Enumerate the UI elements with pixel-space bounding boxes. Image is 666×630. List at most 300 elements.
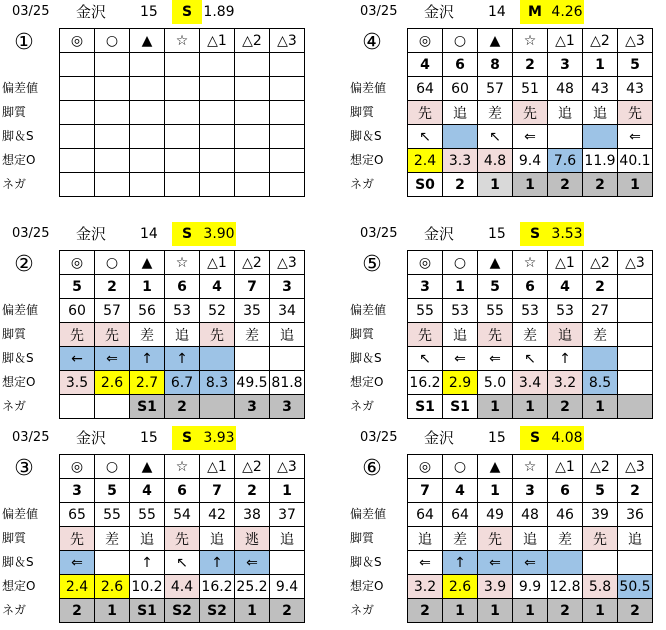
grade-value: 3.93 <box>202 426 236 450</box>
row-label: 脚質 <box>350 327 375 341</box>
position-arrow-cell: ⇐ <box>478 551 513 575</box>
horse-number-cell: 5 <box>60 275 95 299</box>
deviation-cell: 51 <box>513 77 548 101</box>
deviation-cell: 64 <box>443 503 478 527</box>
race-number: 14 <box>140 226 158 242</box>
deviation-cell <box>95 77 130 101</box>
expected-odds-cell: 3.3 <box>443 149 478 173</box>
running-style-cell: 先 <box>478 527 513 551</box>
mark-cell: ☆ <box>513 29 548 53</box>
negative-cell <box>200 173 235 197</box>
deviation-cell: 42 <box>200 503 235 527</box>
negative-cell: S0 <box>408 173 443 197</box>
row-label: 想定O <box>2 375 36 389</box>
expected-odds-cell: 6.7 <box>165 371 200 395</box>
race-header <box>348 0 654 24</box>
expected-odds-cell: 2.7 <box>130 371 165 395</box>
row-label: 脚＆S <box>2 351 34 365</box>
row-label: 想定O <box>350 579 384 593</box>
expected-odds-cell: 9.4 <box>270 575 305 599</box>
negative-cell: 1 <box>235 599 270 623</box>
mark-cell: ▲ <box>478 29 513 53</box>
grid-row-marks <box>408 455 653 479</box>
deviation-cell: 48 <box>548 77 583 101</box>
position-arrow-cell: ↑ <box>200 551 235 575</box>
race-header <box>0 426 306 450</box>
horse-number-cell: 3 <box>270 275 305 299</box>
venue-name: 金沢 <box>76 225 107 243</box>
horse-number-cell: 8 <box>478 53 513 77</box>
row-label: 脚質 <box>2 531 27 545</box>
negative-cell <box>95 395 130 419</box>
mark-cell: △1 <box>200 251 235 275</box>
horse-number-cell: 6 <box>165 479 200 503</box>
deviation-cell: 64 <box>408 503 443 527</box>
grid-row-style <box>408 527 653 551</box>
position-arrow-cell: ⇐ <box>443 347 478 371</box>
running-style-cell <box>130 101 165 125</box>
position-arrow-cell <box>130 125 165 149</box>
row-label: 偏差値 <box>350 507 387 521</box>
deviation-cell: 36 <box>618 503 653 527</box>
race-grid <box>59 454 305 623</box>
row-label: 脚＆S <box>2 555 34 569</box>
negative-cell: 1 <box>618 173 653 197</box>
running-style-cell: 先 <box>95 323 130 347</box>
grid-row-marks <box>408 29 653 53</box>
expected-odds-cell: 49.5 <box>235 371 270 395</box>
deviation-cell: 37 <box>270 503 305 527</box>
grid-row-style <box>60 527 305 551</box>
mark-cell: ▲ <box>130 455 165 479</box>
row-label: ネガ <box>350 603 375 617</box>
grid-row-nums <box>408 479 653 503</box>
position-arrow-cell: ⇐ <box>513 125 548 149</box>
position-arrow-cell <box>583 347 618 371</box>
running-style-cell: 追 <box>408 527 443 551</box>
deviation-cell <box>60 77 95 101</box>
expected-odds-cell: 16.2 <box>200 575 235 599</box>
horse-number-cell: 1 <box>478 479 513 503</box>
race-header <box>348 426 654 450</box>
deviation-cell: 49 <box>478 503 513 527</box>
negative-cell: 1 <box>443 599 478 623</box>
mark-cell: △3 <box>270 29 305 53</box>
mark-cell: ☆ <box>513 251 548 275</box>
venue-name: 金沢 <box>76 3 107 21</box>
grid-row-nega <box>408 395 653 419</box>
position-arrow-cell: ↖ <box>478 125 513 149</box>
grid-row-arrow <box>408 125 653 149</box>
running-style-cell: 追 <box>165 323 200 347</box>
mark-cell: ◎ <box>60 455 95 479</box>
deviation-cell: 43 <box>618 77 653 101</box>
horse-number-cell: 3 <box>548 53 583 77</box>
running-style-cell: 追 <box>200 527 235 551</box>
race-index: ④ <box>362 30 382 55</box>
grid-row-dev <box>408 77 653 101</box>
race-grid <box>59 250 305 419</box>
race-date: 03/25 <box>360 226 398 241</box>
grid-row-dev <box>408 503 653 527</box>
expected-odds-cell: 2.6 <box>95 371 130 395</box>
grid-row-nega <box>60 599 305 623</box>
grid-row-marks <box>60 455 305 479</box>
race-date: 03/25 <box>12 226 50 241</box>
position-arrow-cell <box>270 125 305 149</box>
race-block-3 <box>0 426 306 630</box>
deviation-cell: 53 <box>548 299 583 323</box>
running-style-cell: 先 <box>60 323 95 347</box>
grade-badge: M <box>520 0 550 24</box>
deviation-cell: 53 <box>443 299 478 323</box>
running-style-cell: 先 <box>408 101 443 125</box>
mark-cell: △2 <box>235 455 270 479</box>
grid-row-arrow <box>408 347 653 371</box>
grid-row-arrow <box>60 347 305 371</box>
horse-number-cell: 5 <box>583 479 618 503</box>
expected-odds-cell: 5.8 <box>583 575 618 599</box>
race-block-6 <box>348 426 654 630</box>
horse-number-cell: 4 <box>408 53 443 77</box>
horse-number-cell: 6 <box>513 275 548 299</box>
row-label: 脚質 <box>350 105 375 119</box>
position-arrow-cell: ⇐ <box>618 125 653 149</box>
running-style-cell: 追 <box>513 527 548 551</box>
negative-cell <box>130 173 165 197</box>
position-arrow-cell <box>583 125 618 149</box>
grid-row-nums <box>60 53 305 77</box>
row-label: 偏差値 <box>2 81 39 95</box>
negative-cell: 2 <box>165 395 200 419</box>
running-style-cell <box>270 101 305 125</box>
horse-number-cell: 2 <box>235 479 270 503</box>
position-arrow-cell <box>443 125 478 149</box>
negative-cell: 1 <box>478 599 513 623</box>
grid-row-dev <box>60 299 305 323</box>
running-style-cell: 逃 <box>235 527 270 551</box>
horse-number-cell: 1 <box>583 53 618 77</box>
race-grid <box>407 454 653 623</box>
expected-odds-cell <box>60 149 95 173</box>
deviation-cell: 43 <box>583 77 618 101</box>
horse-number-cell: 2 <box>95 275 130 299</box>
expected-odds-cell <box>200 149 235 173</box>
negative-cell: S1 <box>130 599 165 623</box>
horse-number-cell: 3 <box>408 275 443 299</box>
mark-cell: ▲ <box>130 251 165 275</box>
horse-number-cell: 5 <box>478 275 513 299</box>
row-label: 偏差値 <box>2 507 39 521</box>
row-label: 脚＆S <box>2 129 34 143</box>
deviation-cell: 55 <box>478 299 513 323</box>
negative-cell <box>270 173 305 197</box>
expected-odds-cell: 3.4 <box>513 371 548 395</box>
grade-badge: S <box>172 222 202 246</box>
negative-cell: 2 <box>60 599 95 623</box>
expected-odds-cell: 2.6 <box>95 575 130 599</box>
grid-row-marks <box>408 251 653 275</box>
row-label: 脚＆S <box>350 555 382 569</box>
negative-cell: 2 <box>548 599 583 623</box>
negative-cell: 2 <box>583 173 618 197</box>
grid-row-nums <box>408 53 653 77</box>
negative-cell <box>200 395 235 419</box>
race-number: 15 <box>140 4 158 20</box>
grid-row-odds <box>408 371 653 395</box>
grid-row-odds <box>60 371 305 395</box>
race-grid <box>407 28 653 197</box>
horse-number-cell <box>200 53 235 77</box>
mark-cell: ▲ <box>478 251 513 275</box>
running-style-cell: 追 <box>130 527 165 551</box>
running-style-cell: 差 <box>235 323 270 347</box>
negative-cell: 1 <box>478 173 513 197</box>
row-label: 偏差値 <box>350 81 387 95</box>
negative-cell: 1 <box>513 395 548 419</box>
deviation-cell: 54 <box>165 503 200 527</box>
position-arrow-cell <box>95 551 130 575</box>
race-index: ③ <box>14 456 34 481</box>
negative-cell: 2 <box>618 599 653 623</box>
mark-cell: △3 <box>618 455 653 479</box>
deviation-cell: 60 <box>443 77 478 101</box>
expected-odds-cell <box>270 149 305 173</box>
expected-odds-cell: 2.4 <box>408 149 443 173</box>
mark-cell: ◎ <box>408 251 443 275</box>
deviation-cell: 39 <box>583 503 618 527</box>
deviation-cell: 35 <box>235 299 270 323</box>
mark-cell: △3 <box>270 251 305 275</box>
deviation-cell <box>270 77 305 101</box>
grid-row-nega <box>408 173 653 197</box>
mark-cell: △2 <box>583 29 618 53</box>
running-style-cell: 追 <box>583 101 618 125</box>
mark-cell: ☆ <box>165 455 200 479</box>
row-label: ネガ <box>2 177 27 191</box>
mark-cell: △2 <box>235 251 270 275</box>
race-header <box>0 222 306 246</box>
grid-row-dev <box>408 299 653 323</box>
deviation-cell: 53 <box>165 299 200 323</box>
expected-odds-cell: 12.8 <box>548 575 583 599</box>
position-arrow-cell: ↑ <box>443 551 478 575</box>
race-index: ⑥ <box>362 456 382 481</box>
expected-odds-cell: 81.8 <box>270 371 305 395</box>
mark-cell: ○ <box>95 251 130 275</box>
deviation-cell <box>235 77 270 101</box>
expected-odds-cell: 7.6 <box>548 149 583 173</box>
expected-odds-cell: 9.4 <box>513 149 548 173</box>
horse-number-cell: 1 <box>130 275 165 299</box>
row-label: 想定O <box>350 153 384 167</box>
grid-row-dev <box>60 77 305 101</box>
mark-cell: △3 <box>618 29 653 53</box>
mark-cell: ☆ <box>513 455 548 479</box>
running-style-cell: 差 <box>513 323 548 347</box>
grid-row-nega <box>408 599 653 623</box>
mark-cell: ○ <box>443 29 478 53</box>
deviation-cell <box>200 77 235 101</box>
position-arrow-cell: ⇐ <box>478 347 513 371</box>
grid-row-marks <box>60 29 305 53</box>
expected-odds-cell: 40.1 <box>618 149 653 173</box>
race-number: 14 <box>488 4 506 20</box>
grade-value: 3.53 <box>550 222 584 246</box>
mark-cell: △1 <box>548 455 583 479</box>
expected-odds-cell: 11.9 <box>583 149 618 173</box>
expected-odds-cell: 3.2 <box>548 371 583 395</box>
deviation-cell <box>618 299 653 323</box>
mark-cell: △1 <box>548 251 583 275</box>
grade-badge: S <box>520 222 550 246</box>
expected-odds-cell: 16.2 <box>408 371 443 395</box>
position-arrow-cell: ← <box>60 347 95 371</box>
deviation-cell: 53 <box>513 299 548 323</box>
expected-odds-cell: 2.6 <box>443 575 478 599</box>
position-arrow-cell <box>270 551 305 575</box>
race-header <box>0 0 306 24</box>
horse-number-cell: 7 <box>408 479 443 503</box>
running-style-cell: 追 <box>443 323 478 347</box>
grid-row-nega <box>60 395 305 419</box>
horse-number-cell: 2 <box>583 275 618 299</box>
horse-number-cell: 4 <box>548 275 583 299</box>
row-label: 脚質 <box>2 105 27 119</box>
expected-odds-cell: 4.4 <box>165 575 200 599</box>
grid-row-arrow <box>60 551 305 575</box>
negative-cell: 1 <box>583 599 618 623</box>
deviation-cell: 57 <box>95 299 130 323</box>
venue-name: 金沢 <box>76 429 107 447</box>
race-grid <box>59 28 305 197</box>
running-style-cell: 差 <box>548 527 583 551</box>
horse-number-cell <box>60 53 95 77</box>
deviation-cell: 64 <box>408 77 443 101</box>
running-style-cell: 先 <box>513 101 548 125</box>
mark-cell: △2 <box>583 455 618 479</box>
negative-cell: 2 <box>443 173 478 197</box>
running-style-cell: 先 <box>478 323 513 347</box>
race-date: 03/25 <box>12 4 50 19</box>
running-style-cell: 差 <box>443 527 478 551</box>
position-arrow-cell: ⇐ <box>408 551 443 575</box>
horse-number-cell <box>165 53 200 77</box>
running-style-cell: 先 <box>165 527 200 551</box>
race-index: ① <box>14 30 34 55</box>
race-index: ② <box>14 252 34 277</box>
deviation-cell: 46 <box>548 503 583 527</box>
grade-badge: S <box>520 426 550 450</box>
position-arrow-cell <box>618 347 653 371</box>
deviation-cell: 38 <box>235 503 270 527</box>
expected-odds-cell <box>95 149 130 173</box>
expected-odds-cell <box>618 371 653 395</box>
mark-cell: ▲ <box>130 29 165 53</box>
negative-cell: S1 <box>443 395 478 419</box>
race-block-5 <box>348 222 654 426</box>
negative-cell <box>235 173 270 197</box>
negative-cell: 1 <box>95 599 130 623</box>
horse-number-cell: 4 <box>130 479 165 503</box>
race-number: 15 <box>140 430 158 446</box>
running-style-cell: 追 <box>548 323 583 347</box>
row-label: 偏差値 <box>350 303 387 317</box>
grade-value: 4.26 <box>550 0 584 24</box>
grid-row-nega <box>60 173 305 197</box>
negative-cell: 1 <box>478 395 513 419</box>
deviation-cell <box>165 77 200 101</box>
negative-cell <box>60 395 95 419</box>
grid-row-odds <box>408 149 653 173</box>
horse-number-cell: 2 <box>513 53 548 77</box>
position-arrow-cell <box>618 551 653 575</box>
position-arrow-cell <box>200 347 235 371</box>
expected-odds-cell: 10.2 <box>130 575 165 599</box>
mark-cell: ○ <box>443 455 478 479</box>
deviation-cell: 34 <box>270 299 305 323</box>
grid-row-nums <box>60 479 305 503</box>
mark-cell: ◎ <box>60 29 95 53</box>
negative-cell: 1 <box>513 173 548 197</box>
horse-number-cell: 1 <box>270 479 305 503</box>
running-style-cell: 追 <box>443 101 478 125</box>
position-arrow-cell: ↑ <box>130 347 165 371</box>
mark-cell: ☆ <box>165 29 200 53</box>
expected-odds-cell: 8.3 <box>200 371 235 395</box>
row-label: 想定O <box>2 579 36 593</box>
horse-number-cell: 1 <box>443 275 478 299</box>
grid-row-style <box>60 101 305 125</box>
running-style-cell: 先 <box>200 323 235 347</box>
grid-row-odds <box>408 575 653 599</box>
deviation-cell: 60 <box>60 299 95 323</box>
row-label: ネガ <box>350 177 375 191</box>
running-style-cell: 追 <box>270 527 305 551</box>
grid-row-dev <box>60 503 305 527</box>
running-style-cell: 先 <box>408 323 443 347</box>
horse-number-cell: 5 <box>618 53 653 77</box>
running-style-cell <box>235 101 270 125</box>
horse-number-cell: 4 <box>443 479 478 503</box>
grade-value: 4.08 <box>550 426 584 450</box>
running-style-cell: 差 <box>478 101 513 125</box>
running-style-cell: 先 <box>583 527 618 551</box>
negative-cell <box>60 173 95 197</box>
horse-number-cell: 3 <box>60 479 95 503</box>
horse-number-cell: 6 <box>443 53 478 77</box>
mark-cell: ○ <box>95 455 130 479</box>
horse-number-cell: 7 <box>200 479 235 503</box>
grid-row-nums <box>408 275 653 299</box>
deviation-cell: 55 <box>130 503 165 527</box>
horse-number-cell: 4 <box>200 275 235 299</box>
horse-number-cell <box>618 275 653 299</box>
position-arrow-cell <box>95 125 130 149</box>
mark-cell: ☆ <box>165 251 200 275</box>
mark-cell: △1 <box>200 29 235 53</box>
grade-badge: S <box>172 426 202 450</box>
row-label: 脚＆S <box>350 129 382 143</box>
position-arrow-cell <box>548 551 583 575</box>
running-style-cell <box>618 323 653 347</box>
position-arrow-cell <box>270 347 305 371</box>
mark-cell: △3 <box>270 455 305 479</box>
position-arrow-cell: ↑ <box>548 347 583 371</box>
race-block-1 <box>0 0 306 204</box>
expected-odds-cell: 2.9 <box>443 371 478 395</box>
position-arrow-cell: ⇐ <box>235 551 270 575</box>
